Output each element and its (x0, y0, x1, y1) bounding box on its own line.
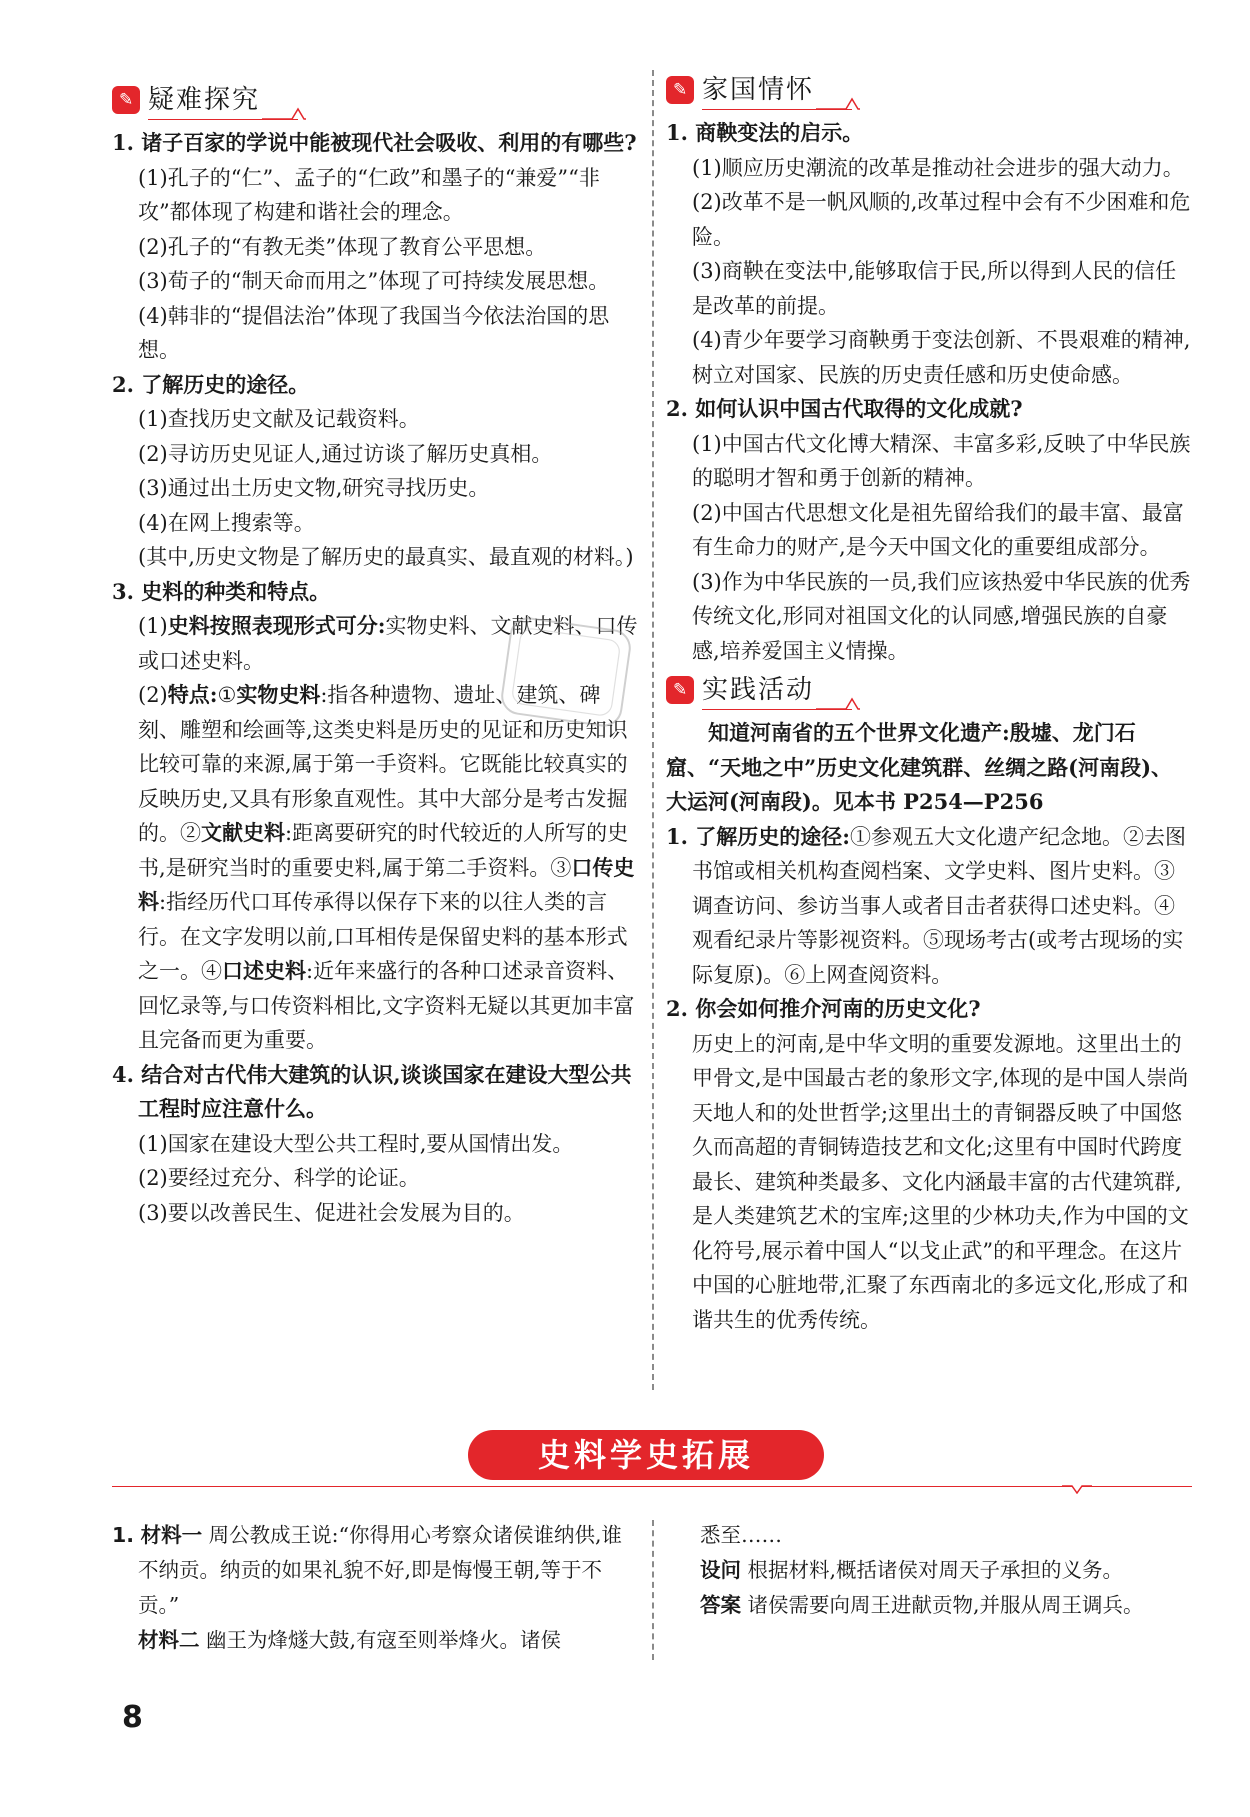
answer: (2)中国古代思想文化是祖先留给我们的最丰富、最富有生命力的财产,是今天中国文化的重要组成部分。 (692, 500, 1184, 559)
practice-question-1 (666, 820, 1192, 993)
pencil-icon: ✎ (112, 86, 140, 114)
question-4: 4. 结合对古代伟大建筑的认识,谈谈国家在建设大型公共工程时应注意什么。 (112, 1061, 632, 1121)
material-1 (112, 1518, 640, 1623)
answer: (1)孔子的“仁”、孟子的“仁政”和墨子的“兼爱”“非攻”都体现了构建和谐社会的理念。 (138, 165, 600, 224)
answer-label: 答案 (700, 1593, 741, 1617)
answer-text: (2) (138, 683, 168, 707)
prompt (700, 1553, 1192, 1588)
banner-rule-notch (1062, 1478, 1092, 1494)
material-label: 材料二 (138, 1628, 200, 1652)
answer: (3)作为中华民族的一员,我们应该热爱中华民族的优秀传统文化,形同对祖国文化的认同感,增强民族的自豪感,培养爱国主义情操。 (692, 569, 1191, 663)
material-label: 材料一 (140, 1523, 203, 1547)
practice-intro: 知道河南省的五个世界文化遗产:殷墟、龙门石窟、“天地之中”历史文化建筑群、丝绸之路(河南段)、大运河(河南段)。见本书 P254—P256 (666, 720, 1173, 814)
question-2: 2. 如何认识中国古代取得的文化成就? (666, 396, 1023, 421)
answer-text: ① (217, 683, 237, 707)
section-header-homeland (666, 68, 1192, 112)
answer-key: 口传史料 (138, 854, 635, 914)
answer-text: (1) (138, 614, 168, 638)
material-question (112, 1518, 640, 1658)
item-number: 1. (112, 1523, 135, 1547)
material-answer (700, 1518, 1192, 1623)
prompt-label: 设问 (700, 1558, 741, 1582)
question-1: 1. 商鞅变法的启示。 (666, 120, 864, 145)
answer: (3)商鞅在变法中,能够取信于民,所以得到人民的信任是改革的前提。 (692, 259, 1177, 318)
answer: 历史上的河南,是中华文明的重要发源地。这里出土的甲骨文,是中国最古老的象形文字,体现的是中国人崇尚天地人和的处世哲学;这里出土的青铜器反映了中国悠久而高超的青铜铸造技艺和文化;这里有中国时代跨度最长、建筑种类最多、文化内涵最丰富的古代建筑群,是人类建筑艺术的宝库;这里的少林功夫,作为中国的文化符号,展示着中国人“以戈止武”的和平理念。在这片中国的心脏地带,汇聚了东西南北的多远文化,形成了和谐共生的优秀传统。 (692, 1031, 1189, 1332)
answer: (1)国家在建设大型公共工程时,要从国情出发。 (138, 1131, 574, 1156)
answer-key: 史料按照表现形式可分: (167, 613, 386, 638)
rule-notch (262, 107, 306, 121)
answer: (2)要经过充分、科学的论证。 (138, 1166, 420, 1190)
section-header-difficult (112, 78, 640, 122)
answer: (1)顺应历史潮流的改革是推动社会进步的强大动力。 (692, 155, 1184, 180)
answer-text: :指各种遗物、遗址、建筑、碑刻、雕塑和绘画等,这类史料是历史的见证和历史知识比较可靠的来源,属于第一手资料。它既能比较真实的反映历史,又具有形象直观性。其中大部分是考古发掘的。② (138, 683, 628, 845)
answer-key: 口述史料 (222, 958, 306, 983)
pencil-icon: ✎ (666, 676, 694, 704)
banner-rule (112, 1486, 1192, 1487)
material-text: 幽王为烽燧大鼓,有寇至则举烽火。诸侯 (206, 1628, 562, 1652)
practice-question-2: 2. 你会如何推介河南的历史文化? (666, 996, 981, 1021)
page-number: 8 (122, 1700, 143, 1735)
answer-key: 特点: (167, 682, 218, 707)
column-divider (652, 1520, 654, 1660)
answer-text: 诸侯需要向周王进献贡物,并服从周王调兵。 (747, 1593, 1144, 1617)
section-title: 疑难探究 (148, 85, 261, 115)
section-title: 家国情怀 (702, 75, 815, 105)
answer: (1)查找历史文献及记载资料。 (138, 407, 420, 431)
answer (700, 1588, 1192, 1623)
banner-title: 史料学史拓展 (468, 1430, 824, 1480)
answer: (2)寻访历史见证人,通过访谈了解历史真相。 (138, 441, 553, 466)
answer: (3)荀子的“制天命而用之”体现了可持续发展思想。 (138, 269, 610, 293)
question-text: 1. 了解历史的途径: (666, 823, 850, 849)
question-3: 3. 史料的种类和特点。 (112, 578, 331, 604)
answer-text: :指经历代口耳传承得以保存下来的以往人类的言行。在文字发明以前,口耳相传是保留史料的基本形式之一。④ (138, 890, 628, 983)
answer-text: ①参观五大文化遗产纪念地。②去图书馆或相关机构查阅档案、文学史料、图片史料。③调查访问、参访当事人或者目击者获得口述史料。④观看纪录片等影视资料。⑤现场考古(或考古现场的实际复原)。⑥上网查阅资料。 (692, 824, 1186, 987)
extension-banner (112, 1430, 1192, 1500)
answer: (4)青少年要学习商鞅勇于变法创新、不畏艰难的精神,树立对国家、民族的历史责任感和历史使命感。 (692, 328, 1191, 387)
answer: (其中,历史文物是了解历史的最真实、最直观的材料。) (138, 545, 634, 569)
answer-key: 实物史料 (236, 682, 321, 707)
watermark-stamp (500, 614, 632, 734)
answer-key: 文献史料 (201, 820, 285, 845)
answer-text: :距离要研究的时代较近的人所写的史书,是研究当时的重要史料,属于第二手资料。③ (138, 821, 629, 880)
column-divider (652, 70, 654, 1390)
answer: (4)在网上搜索等。 (138, 510, 315, 535)
answer-text: 实物史料、文献史料、口传或口述史料。 (138, 614, 638, 673)
prompt-text: 根据材料,概括诸侯对周天子承担的义务。 (747, 1558, 1124, 1582)
rule-notch (816, 97, 860, 111)
question-2: 2. 了解历史的途径。 (112, 371, 310, 397)
answer-text: :近年来盛行的各种口述录音资料、回忆录等,与口传资料相比,文字资料无疑以其更加丰富且完备而更为重要。 (138, 959, 635, 1052)
section-header-practice (666, 668, 1192, 712)
right-column (666, 68, 1192, 1337)
section-title: 实践活动 (702, 675, 815, 705)
rule-notch (816, 697, 860, 711)
answer: (1)中国古代文化博大精深、丰富多彩,反映了中华民族的聪明才智和勇于创新的精神。 (692, 431, 1191, 490)
answer: (2)孔子的“有教无类”体现了教育公平思想。 (138, 234, 547, 259)
answer: (2)改革不是一帆风顺的,改革过程中会有不少困难和危险。 (692, 190, 1191, 249)
material-continued: 悉至…… (700, 1523, 782, 1547)
question-1: 1. 诸子百家的学说中能被现代社会吸收、利用的有哪些? (112, 130, 637, 155)
answer: (3)要以改善民生、促进社会发展为目的。 (138, 1200, 525, 1225)
material-2 (112, 1623, 640, 1658)
answer (112, 678, 640, 1058)
pencil-icon: ✎ (666, 76, 694, 104)
answer: (3)通过出土历史文物,研究寻找历史。 (138, 476, 490, 500)
material-text: 周公教成王说:“你得用心考察众诸侯谁纳供,谁不纳贡。纳贡的如果礼貌不好,即是悔慢王朝,等于不贡。” (138, 1523, 623, 1617)
answer: (4)韩非的“提倡法治”体现了我国当今依法治国的思想。 (138, 303, 610, 362)
